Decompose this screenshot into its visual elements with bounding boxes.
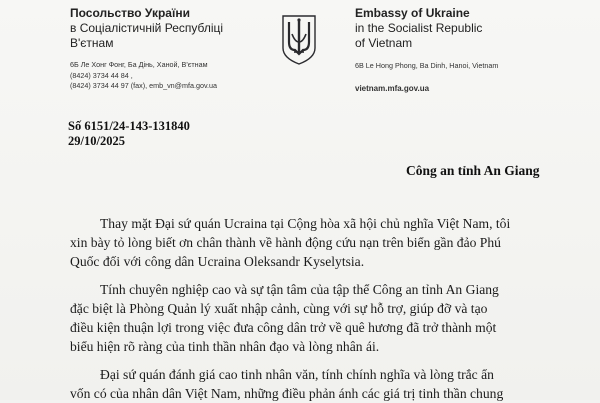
ukraine-trident-emblem-icon xyxy=(281,12,317,66)
phone-ua: (8424) 3734 44 84 , xyxy=(70,70,133,80)
paragraph xyxy=(70,214,590,271)
paragraph xyxy=(70,365,590,403)
fax-email-ua: (8424) 3734 44 97 (fax), emb_vn@mfa.gov.ua xyxy=(70,81,218,90)
reference-block xyxy=(68,119,190,149)
paragraph xyxy=(70,280,590,356)
paragraph-line: biểu hiện rõ ràng của tinh thần nhân đạo và lòng nhân ái. xyxy=(70,339,380,354)
header-english xyxy=(355,6,585,93)
reference-number: Số 6151/24-143-131840 xyxy=(68,119,190,133)
address-en: 6B Le Hong Phong, Ba Dinh, Hanoi, Vietnam xyxy=(355,61,499,70)
paragraph-line: đặc biệt là Phòng Quản lý xuất nhập cảnh, cùng với sự hỗ trợ, giúp đỡ và tạo xyxy=(70,301,488,316)
embassy-country-ua-2: В'єтнам xyxy=(70,36,114,50)
website: vietnam.mfa.gov.ua xyxy=(355,83,430,93)
reference-date: 29/10/2025 xyxy=(68,134,125,148)
paragraph-line: Quốc đối với công dân Ucraina Oleksandr Kyselytsia. xyxy=(70,254,365,269)
embassy-country-ua-1: в Соціалістичній Республіці xyxy=(70,21,224,35)
embassy-country-en-2: of Vietnam xyxy=(355,36,413,50)
paragraph-line: điều kiện thuận lợi trong việc đưa công dân trở về quê hương đã trở thành một xyxy=(70,320,497,335)
paragraph-line: Tính chuyên nghiệp cao và sự tận tâm của tập thể Công an tỉnh An Giang xyxy=(100,282,499,297)
letter-body xyxy=(70,214,590,403)
paragraph-line: vốn có của nhân dân Việt Nam, những điều phản ánh các giá trị tinh thần chung xyxy=(70,386,504,401)
embassy-name-en: Embassy of Ukraine xyxy=(355,6,470,20)
embassy-country-en-1: in the Socialist Republic xyxy=(355,21,483,35)
paragraph-line: Đại sứ quán đánh giá cao tinh nhân văn, tính chính nghĩa và lòng trắc ẩn xyxy=(100,367,494,382)
embassy-name-ua: Посольство України xyxy=(70,6,190,20)
recipient: Công an tỉnh An Giang xyxy=(406,163,540,178)
header-ukrainian xyxy=(70,6,290,92)
paragraph-line: Thay mặt Đại sứ quán Ucraina tại Cộng hòa xã hội chủ nghĩa Việt Nam, tôi xyxy=(100,216,511,231)
paragraph-line: xin bày tỏ lòng biết ơn chân thành về hành động cứu nạn trên biển gần đảo Phú xyxy=(70,235,501,250)
address-ua: 6Б Ле Хонг Фонг, Ба Дінь, Ханой, В'єтнам xyxy=(70,60,208,69)
